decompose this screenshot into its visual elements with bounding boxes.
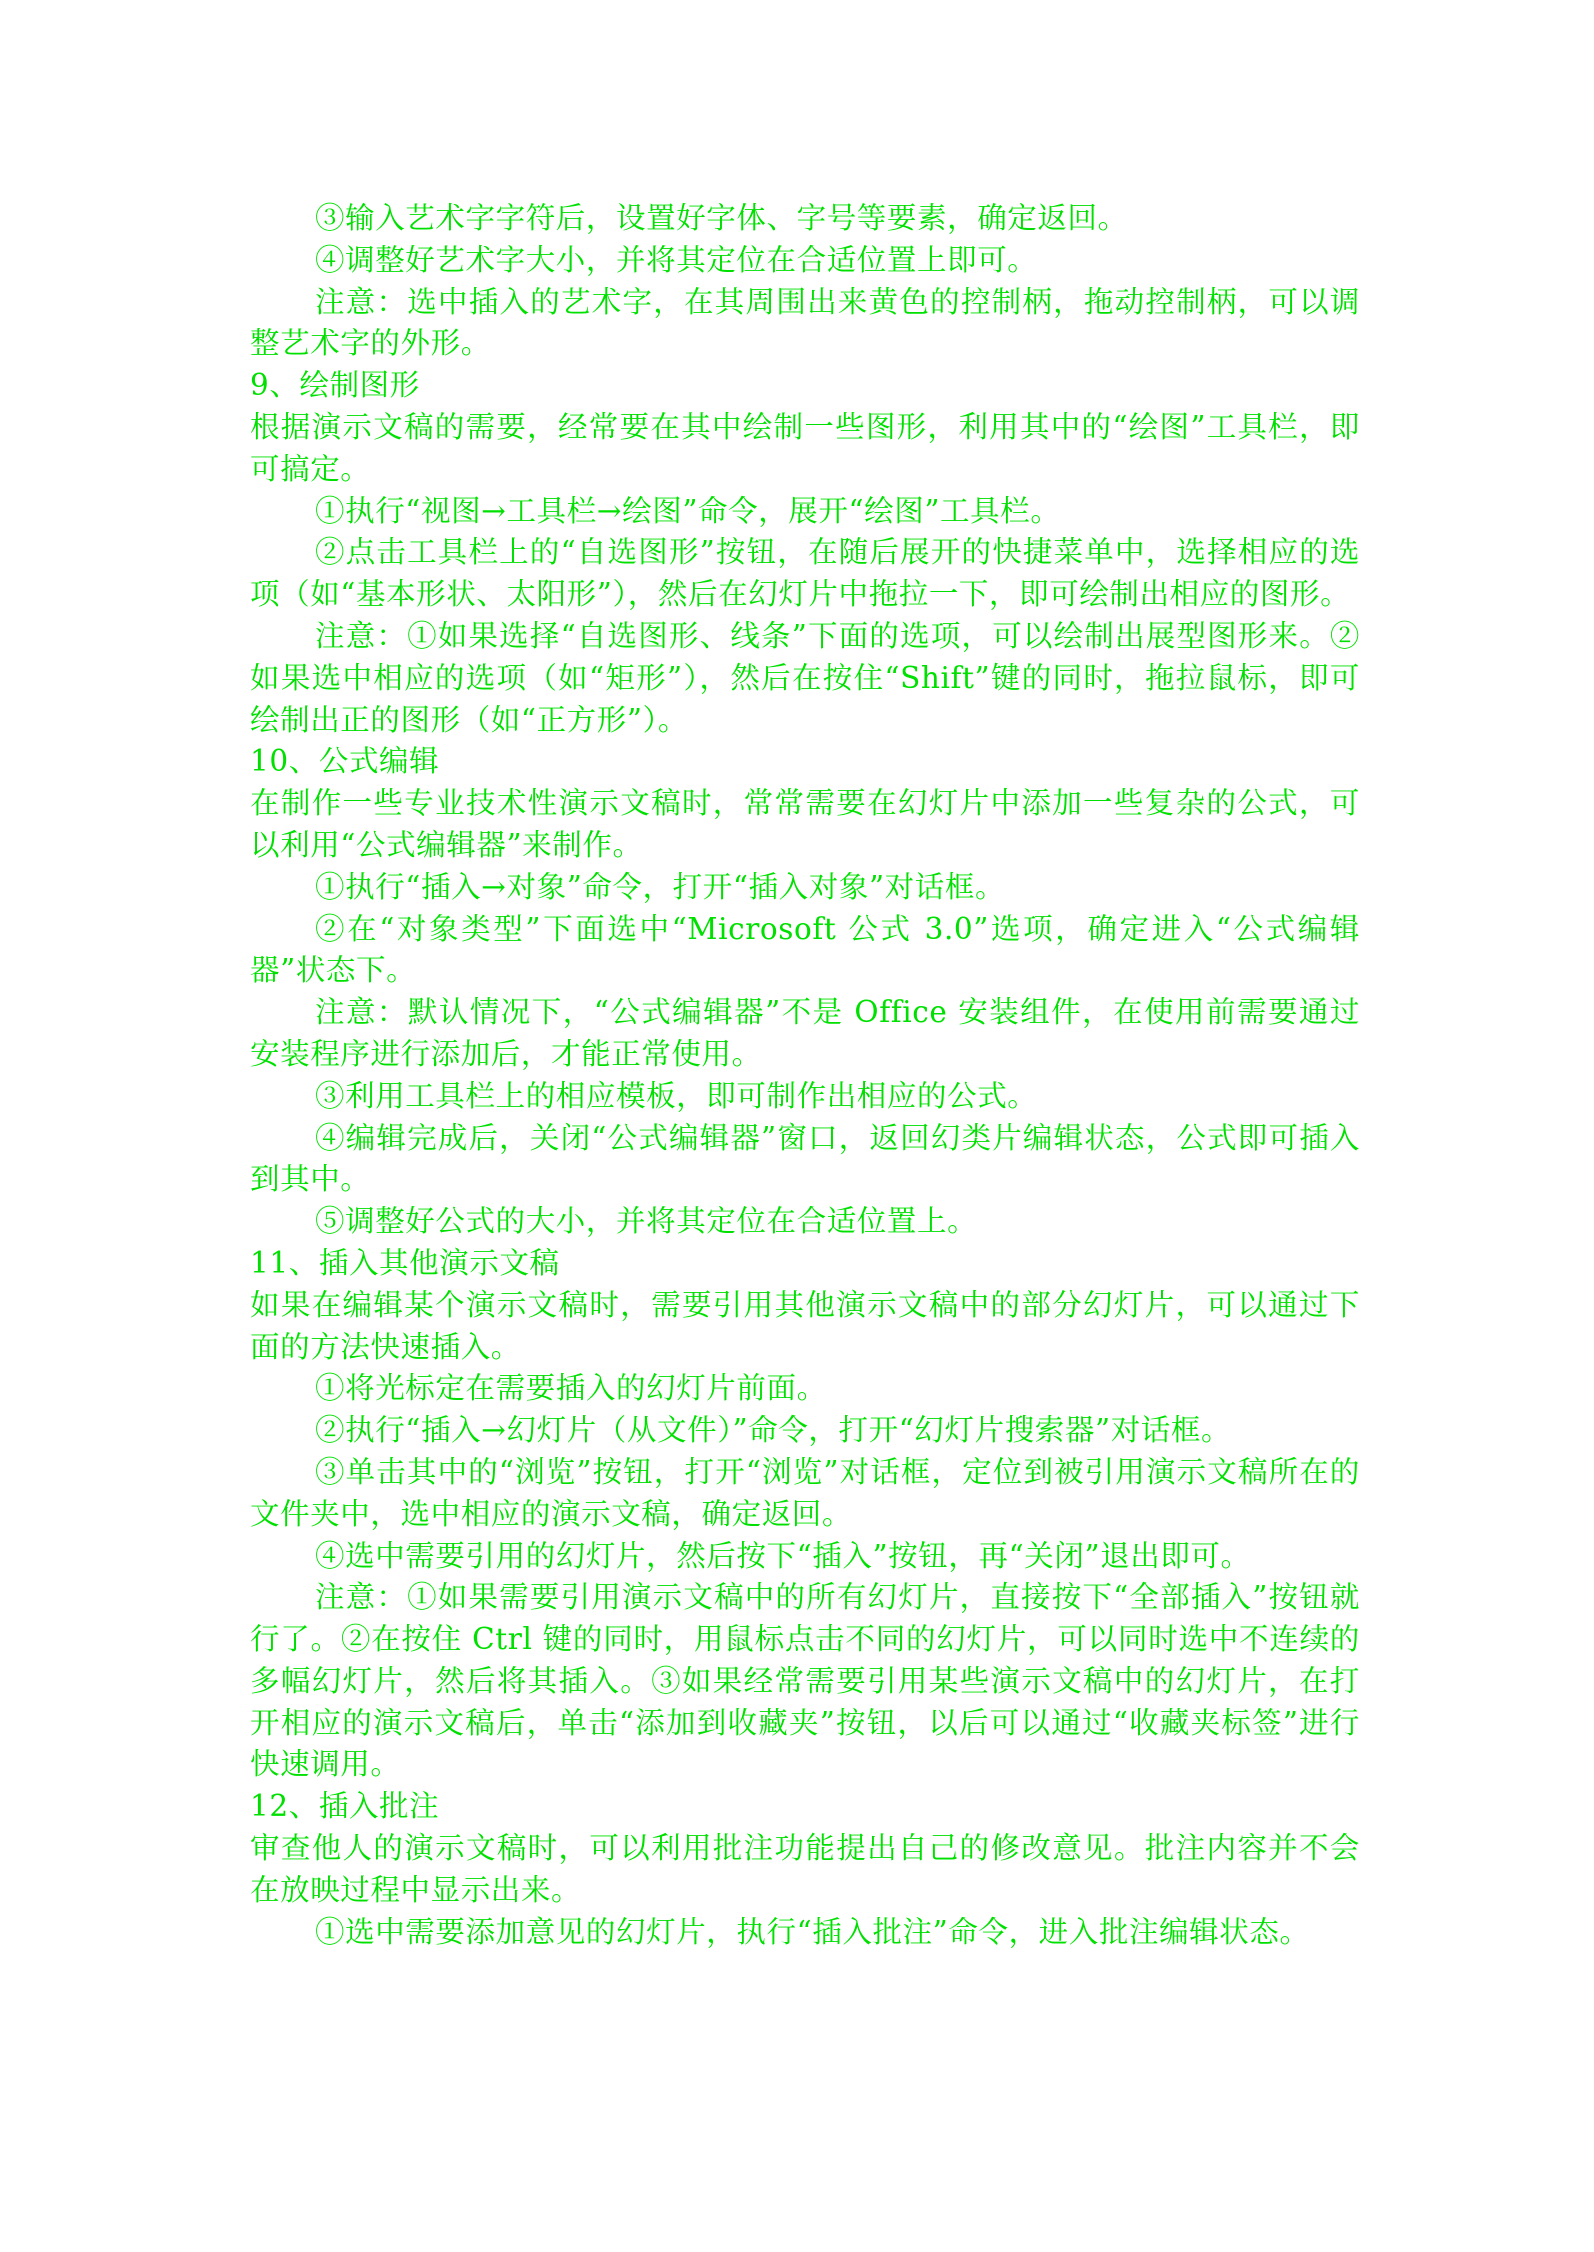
paragraph: ③单击其中的“浏览”按钮，打开“浏览”对话框，定位到被引用演示文稿所在的文件夹中，选中相应的演示文稿，确定返回。 [250,1454,1360,1531]
paragraph: ④编辑完成后，关闭“公式编辑器”窗口，返回幻类片编辑状态，公式即可插入到其中。 [250,1120,1360,1197]
paragraph: 注意：①如果需要引用演示文稿中的所有幻灯片，直接按下“全部插入”按钮就行了。②在按住 Ctrl 键的同时，用鼠标点击不同的幻灯片，可以同时选中不连续的多幅幻灯片，然后将其插入。③如果经常需要引用某些演示文稿中的幻灯片，在打开相应的演示文稿后，单击“添加到收藏夹”按钮，以后可以通过“收藏夹标签”进行快速调用。 [250,1580,1360,1782]
paragraph: ③输入艺术字字符后，设置好字体、字号等要素，确定返回。 [315,201,1128,235]
paragraph: ①执行“视图→工具栏→绘图”命令，展开“绘图”工具栏。 [315,493,1061,528]
paragraph: ②在“对象类型”下面选中“Microsoft 公式 3.0”选项，确定进入“公式编辑器”状态下。 [250,911,1360,988]
section-heading: 10、公式编辑 [250,744,440,779]
section-heading: 9、绘制图形 [250,368,420,403]
section-heading: 11、插入其他演示文稿 [250,1245,560,1280]
paragraph: ②执行“插入→幻灯片（从文件）”命令，打开“幻灯片搜索器”对话框。 [315,1413,1232,1448]
paragraph: ④选中需要引用的幻灯片，然后按下“插入”按钮，再“关闭”退出即可。 [315,1538,1251,1573]
paragraph: ③利用工具栏上的相应模板，即可制作出相应的公式。 [315,1078,1038,1113]
paragraph: ①选中需要添加意见的幻灯片，执行“插入批注”命令，进入批注编辑状态。 [315,1914,1310,1949]
paragraph: 审查他人的演示文稿时，可以利用批注功能提出自己的修改意见。批注内容并不会在放映过程中显示出来。 [250,1831,1360,1907]
paragraph: 根据演示文稿的需要，经常要在其中绘制一些图形，利用其中的“绘图”工具栏，即可搞定。 [250,409,1360,486]
paragraph: 如果在编辑某个演示文稿时，需要引用其他演示文稿中的部分幻灯片，可以通过下面的方法快速插入。 [250,1287,1360,1364]
section-heading: 12、插入批注 [250,1789,440,1824]
document-body [250,198,1360,1953]
paragraph: 在制作一些专业技术性演示文稿时，常常需要在幻灯片中添加一些复杂的公式，可以利用“公式编辑器”来制作。 [250,786,1360,862]
paragraph: ②点击工具栏上的“自选图形”按钮，在随后展开的快捷菜单中，选择相应的选项（如“基本形状、太阳形”），然后在幻灯片中拖拉一下，即可绘制出相应的图形。 [250,535,1360,612]
paragraph: ①执行“插入→对象”命令，打开“插入对象”对话框。 [315,869,1006,904]
paragraph: 注意：默认情况下，“公式编辑器”不是 Office 安装组件，在使用前需要通过安装程序进行添加后，才能正常使用。 [250,995,1360,1071]
paragraph: ⑤调整好公式的大小，并将其定位在合适位置上。 [315,1204,978,1239]
paragraph: ①将光标定在需要插入的幻灯片前面。 [315,1371,827,1406]
paragraph: 注意：①如果选择“自选图形、线条”下面的选项，可以绘制出展型图形来。②如果选中相应的选项（如“矩形”），然后在按住“Shift”键的同时，拖拉鼠标，即可绘制出正的图形（如“正方形”）。 [250,618,1360,737]
paragraph: 注意：选中插入的艺术字，在其周围出来黄色的控制柄，拖动控制柄，可以调整艺术字的外形。 [250,284,1360,361]
paragraph: ④调整好艺术字大小，并将其定位在合适位置上即可。 [315,242,1038,277]
